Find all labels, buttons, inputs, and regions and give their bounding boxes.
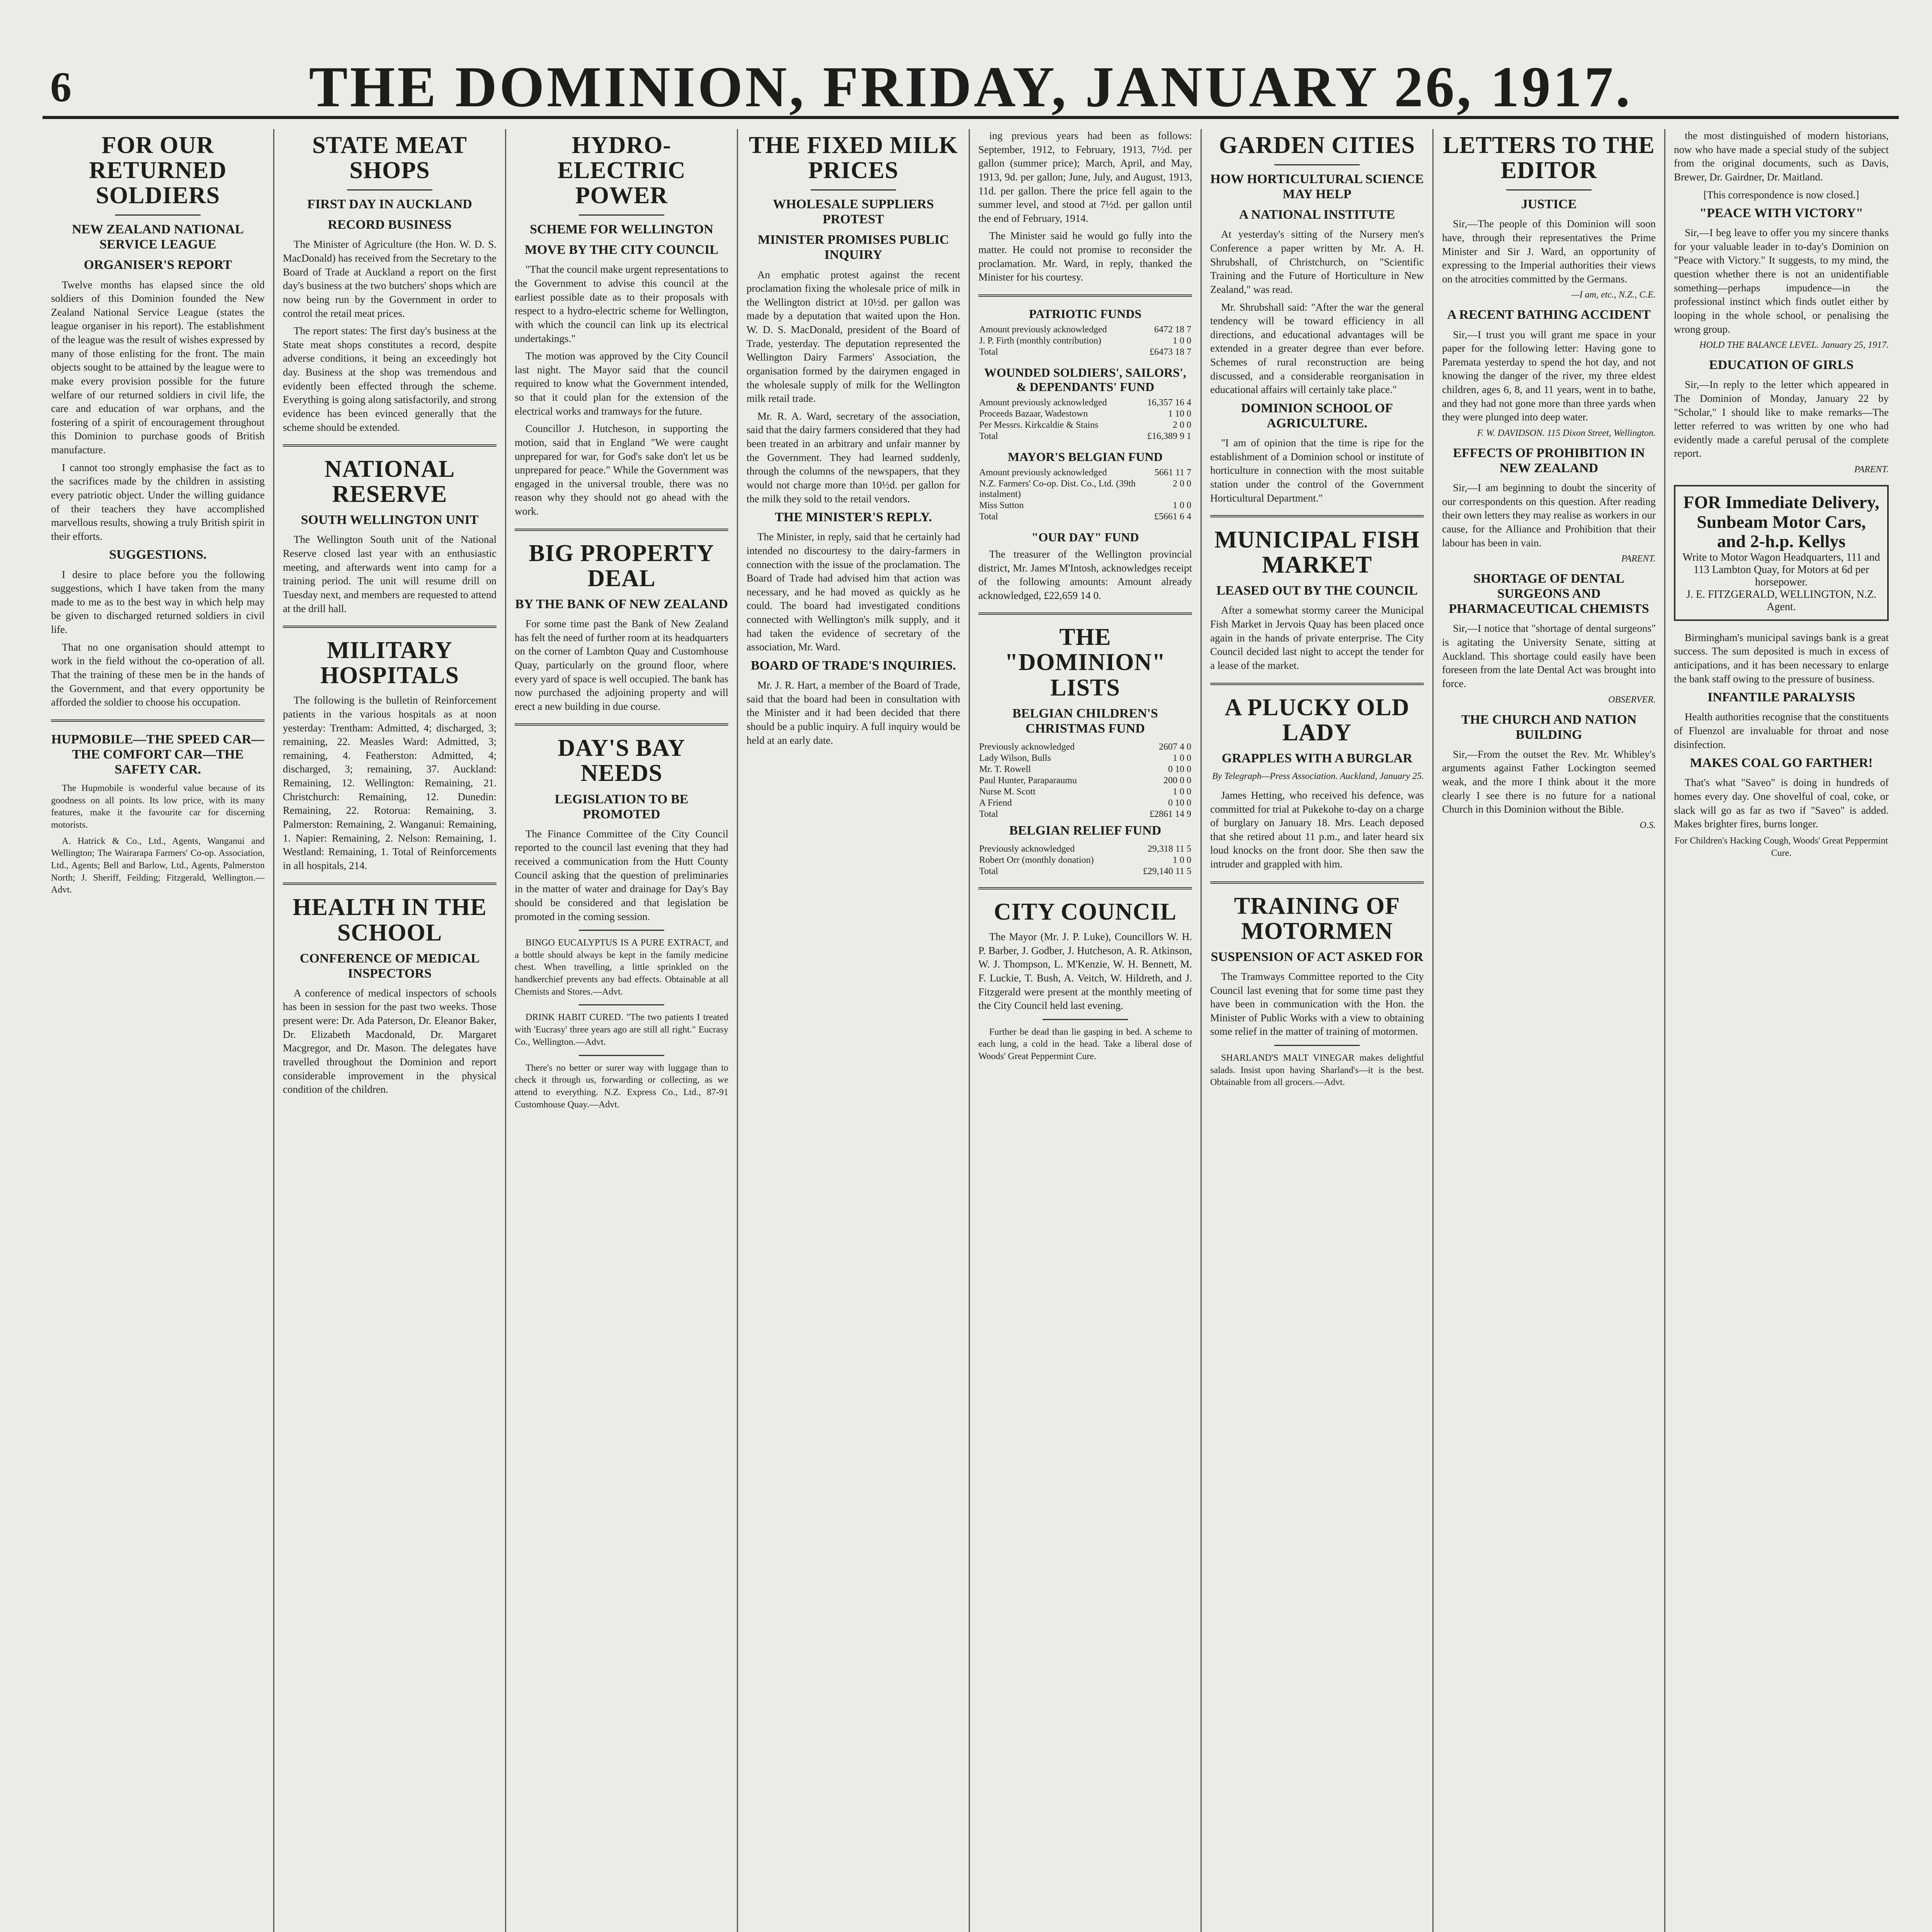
column-2	[274, 129, 506, 1932]
article-subhead: SCHEME FOR WELLINGTON	[530, 222, 713, 237]
fund-row-amount: 2607 4 0	[1159, 742, 1191, 752]
page-number: 6	[50, 63, 71, 111]
paragraph: "That the council make urgent representations to the Government to advise this council at the earliest possible date as to their proposals with respect to a hydro-electric scheme for Wellington, with which the council can link up its electrical undertakings."	[515, 264, 728, 344]
fund-row	[978, 511, 1192, 522]
letter-signature: O.S.	[1639, 820, 1656, 830]
divider	[515, 529, 728, 531]
section-subhead: DOMINION SCHOOL OF AGRICULTURE.	[1241, 401, 1393, 430]
paragraph: The following is the bulletin of Reinforcement patients in the various hospitals as at noon yesterday: Trentham: Admitted, 4; discharged, 3; remaining, 22. Measles Ward: Admitted, 3; remaining, 4. Featherston: Admitted, 4; discharged, 3; remaining, 37. Auckland: Remaining, 12. Wellington: Remaining, 21. Christchurch: Remaining, 12. Dunedin: Remaining, 22. Rotorua: Remaining, 3. Palmerston: Remaining, 2. Wanganui: Remaining, 1. Napier: Remaining, 2. Nelson: Remaining, 1. Westland: Remaining, 1. Total of Reinforcements in all hospitals, 214.	[283, 694, 497, 871]
fund-row-amount: £5661 6 4	[1154, 511, 1191, 522]
column-3	[506, 129, 738, 1932]
divider	[1506, 189, 1592, 190]
article-subhead: RECORD BUSINESS	[328, 218, 452, 232]
paragraph: Birmingham's municipal savings bank is a great success. The sum deposited is much in excess of anticipations, and it has been necessary to enlarge the bank staff owing to the pressure of business.	[1674, 631, 1889, 685]
section-subhead: BOARD OF TRADE'S INQUIRIES.	[751, 658, 956, 673]
fund-row-label: Total	[979, 809, 998, 819]
divider	[1274, 164, 1360, 165]
divider	[283, 626, 497, 628]
article-subhead: NEW ZEALAND NATIONAL SERVICE LEAGUE	[72, 222, 244, 252]
fund-table	[978, 467, 1192, 522]
paragraph: The Minister, in reply, said that he certainly had intended no discourtesy to the dairy-farmers in connection with the issue of the proclamation. The Board of Trade had advised him that action was necessary, and he had moved as quickly as he could. The board had investigated conditions connected with Wellington's milk supply, and it had taken the evidence of secretary of the association, Mr. Ward.	[747, 531, 960, 653]
editor-note: [This correspondence is now closed.]	[1703, 189, 1859, 201]
fund-row	[978, 786, 1192, 798]
article-subhead: LEGISLATION TO BE PROMOTED	[554, 792, 689, 821]
fund-row-label: Miss Sutton	[979, 500, 1024, 510]
paragraph: Sir,—The people of this Dominion will soon have, through their representatives the Prime Minister and Sir J. Ward, an opportunity of expressing to the Imperial authorities their views on the atrocities committed by the Germans.	[1442, 218, 1656, 285]
letter-signature: HOLD THE BALANCE LEVEL. January 25, 1917.	[1699, 340, 1889, 350]
article-headline: MILITARY HOSPITALS	[320, 637, 459, 689]
article-headline: HYDRO-ELECTRIC POWER	[557, 132, 686, 209]
letter-signature: OBSERVER.	[1608, 694, 1656, 705]
paragraph: Sir,—I beg leave to offer you my sincere thanks for your valuable leader in to-day's Dominion on "Peace with Victory." It suggests, to my mind, the question whether there is not an unidentifiable something—perhaps impudence—in the professional instinct which finds outlet either by looping in the whole school, or penalising the wrong group.	[1674, 227, 1889, 335]
paragraph: The Minister said he would go fully into the matter. He could not promise to reconsider the proclamation. Mr. Ward, in reply, thanked the Minister for his courtesy.	[978, 230, 1192, 283]
section-subhead: MAKES COAL GO FARTHER!	[1690, 756, 1873, 770]
advert-text: BINGO EUCALYPTUS IS A PURE EXTRACT, and a bottle should always be kept in the family medicine chest. When travelling, a little sprinkled on the handkerchief prevents any bad effects. Obtainable at all Chemists and Stores.—Advt.	[515, 938, 728, 997]
fund-row	[978, 500, 1192, 511]
fund-row-label: Nurse M. Scott	[979, 786, 1036, 797]
fund-row-amount: 2 0 0	[1173, 420, 1191, 430]
article-subhead: GRAPPLES WITH A BURGLAR	[1221, 751, 1413, 765]
letter-subhead: JUSTICE	[1521, 197, 1577, 212]
divider	[515, 723, 728, 726]
advert-heading: FOR Immediate Delivery, Sunbeam Motor Cars, and 2-h.p. Kellys	[1683, 492, 1879, 551]
column-8	[1665, 129, 1897, 1932]
fund-subhead: BELGIAN CHILDREN'S CHRISTMAS FUND	[1012, 706, 1158, 736]
letter-subhead: "PEACE WITH VICTORY"	[1699, 206, 1863, 221]
article-subhead: A NATIONAL INSTITUTE	[1239, 207, 1395, 222]
fund-row	[978, 866, 1192, 877]
column-5	[970, 129, 1202, 1932]
paragraph: Twelve months has elapsed since the old soldiers of this Dominion founded the New Zealand National Service League (states the league organiser in his report). The establishment of the league was the result of wishes expressed by many of those enlisting for the front. The main objects sought to be attained by the league were to make every provision possible for the future welfare of our returned soldiers in civil life, the care and education of war orphans, and the fostering of a spirit of encouragement throughout this Dominion to purchase goods of British manufacture.	[51, 279, 265, 456]
fund-row-amount: 29,318 11 5	[1147, 844, 1191, 854]
fund-row	[978, 809, 1192, 820]
paragraph: James Hetting, who received his defence, was committed for trial at Pukekohe to-day on a charge of burglary on January 18. Mrs. Leach deposed that she retired about 11 p.m., and later heard six loud knocks on the front door. She then saw the intruder and grappled with him.	[1210, 789, 1424, 870]
article-headline: BIG PROPERTY DEAL	[529, 540, 714, 592]
divider	[1210, 881, 1424, 884]
paragraph: I desire to place before you the following suggestions, which I have taken from the many made to me as to the best way in which help may be given to discharged returned soldiers in civil life.	[51, 568, 265, 636]
fund-row	[978, 753, 1192, 764]
article-headline: HEALTH IN THE SCHOOL	[293, 894, 487, 946]
paragraph: The Mayor (Mr. J. P. Luke), Councillors W. H. P. Barber, J. Godber, J. Hutcheson, A. R. Atkinson, W. J. Thompson, L. M'Kenzie, W. H. Bennett, M. F. Luckie, T. Bush, A. Veitch, W. Hildreth, and J. Fitzgerald were present at the monthly meeting of the City Council held last evening.	[978, 931, 1192, 1012]
divider	[1043, 1019, 1128, 1020]
advert-text: SHARLAND'S MALT VINEGAR makes delightful salads. Insist upon having Sharland's—it is the best. Obtainable from all grocers.—Advt.	[1210, 1053, 1424, 1088]
article-subhead: ORGANISER'S REPORT	[83, 258, 232, 272]
paragraph: Councillor J. Hutcheson, in supporting the motion, said that in England "We were caught unprepared for war, for God's sake don't let us be unprepared for peace." While the Government was engaged in the universal trouble, there was no reason why they should not go ahead with the work.	[515, 423, 728, 517]
paragraph: The Finance Committee of the City Council reported to the council last evening that they had received a communication from the Hutt County Council asking that the question of preliminaries in the matter of water and drainage for Day's Bay should be considered and that legislation be promoted in the coming session.	[515, 828, 728, 922]
divider	[115, 214, 201, 216]
fund-row-label: N.Z. Farmers' Co-op. Dist. Co., Ltd. (39th instalment)	[979, 478, 1136, 499]
paragraph: For some time past the Bank of New Zealand has felt the need of further room at its headquarters on the corner of Lambton Quay and Customhouse Quay, particularly on the ground floor, where every yard of space is well occupied. The bank has now purchased the adjoining property and will erect a new building in due course.	[515, 618, 728, 712]
fund-row-amount: 1 0 0	[1173, 753, 1191, 763]
dateline: By Telegraph—Press Association. Auckland, January 25.	[1212, 771, 1424, 781]
paragraph: A conference of medical inspectors of schools has been in session for the past two weeks. Those present were: Dr. Ada Paterson, Dr. Eleanor Baker, Dr. Elizabeth Macdonald, Dr. Margaret Macgregor, and Dr. Mason. The delegates have travelled throughout the Dominion and report considerable improvement in the physical condition of the children.	[283, 987, 497, 1095]
fund-row-label: A Friend	[979, 798, 1012, 808]
fund-row-amount: £16,389 9 1	[1147, 431, 1191, 441]
article-subhead: LEASED OUT BY THE COUNCIL	[1216, 583, 1418, 598]
masthead-title: THE DOMINION, FRIDAY, JANUARY 26, 1917.	[309, 55, 1633, 119]
paragraph: Mr. R. A. Ward, secretary of the association, said that the dairy farmers considered that they had been treated in an arbitrary and unfair manner by the Government. They had learned suddenly, through the columns of the newspapers, that they would not charge more than 10½d. per gallon for the milk they sold to the retail vendors.	[747, 410, 960, 505]
paragraph: I cannot too strongly emphasise the fact as to the sacrifices made by the children in assisting every patriotic object. Under the willing guidance of their teachers they have accomplished marvellous results, showing a truly British spirit in their efforts.	[51, 461, 265, 542]
fund-row-label: Amount previously acknowledged	[979, 467, 1107, 478]
paragraph: The motion was approved by the City Council last night. The Mayor said that the council required to know what the Government intended, so that it could plan for the extension of the electrical works and tramways for the future.	[515, 350, 728, 417]
fund-table	[978, 397, 1192, 442]
article-headline: GARDEN CITIES	[1219, 132, 1415, 158]
article-subhead: SOUTH WELLINGTON UNIT	[301, 513, 479, 527]
fund-table	[978, 742, 1192, 820]
article-subhead: MINISTER PROMISES PUBLIC INQUIRY	[758, 233, 949, 262]
article-headline: THE "DOMINION" LISTS	[1005, 624, 1166, 701]
fund-row-amount: 16,357 16 4	[1147, 397, 1191, 408]
advert-signature: J. E. FITZGERALD, WELLINGTON, N.Z. Agent.	[1686, 588, 1876, 613]
divider	[579, 930, 664, 931]
advert-text: DRINK HABIT CURED. "The two patients I treated with 'Eucrasy' three years ago are still all right." Eucrasy Co., Wellington.—Advt.	[515, 1012, 728, 1047]
article-headline: DAY'S BAY NEEDS	[558, 735, 685, 787]
paragraph: Sir,—I trust you will grant me space in your paper for the following letter: Having gone to Paremata yesterday to spend the hot day, and not knowing the danger of the river, my three eldest children, ages 6, 8, and 11 years, went in to bathe, and they had not gone more than three yards when they were plunged into deep water.	[1442, 328, 1656, 423]
article-headline: CITY COUNCIL	[993, 898, 1177, 925]
fund-row-amount: 1 0 0	[1173, 855, 1191, 865]
letter-subhead: A RECENT BATHING ACCIDENT	[1447, 308, 1651, 322]
advert-text: A. Hatrick & Co., Ltd., Agents, Wanganui and Wellington; The Wairarapa Farmers' Co-op. Association, Ltd., Agents; Bell and Barlow, Ltd., Agents, Palmerston North; J. Sheriff, Feilding; Fitzgerald, Wellington.—Advt.	[51, 836, 265, 895]
paragraph: The report states: The first day's business at the State meat shops constitutes a record, despite adverse conditions, it being an exceedingly hot day. Business at the shop was tremendous and evidently been effected through the scheme. Everything is going along satisfactorily, and strong evidence has been evinced generally that the scheme should be extended.	[283, 325, 497, 433]
paragraph: An emphatic protest against the recent proclamation fixing the wholesale price of milk in the Wellington district at 10½d. per gallon was made by a deputation that waited upon the Hon. W. D. S. MacDonald, president of the Board of Trade, yesterday. The deputation represented the Wellington Dairy Farmers' Association, the organisation formed by the dairymen engaged in the wholesale supply of milk for the Wellington milk retail trade.	[747, 269, 960, 405]
paragraph: Sir,—I am beginning to doubt the sincerity of our correspondents on this question. After reading their own letters they may realise as workers in our cause, for the Alliance and Prohibition that their labour has been in vain.	[1442, 482, 1656, 549]
paragraph: That's what "Saveo" is doing in hundreds of homes every day. One shovelful of coal, coke, or slack will go as far as two if "Saveo" is added. Makes brighter fires, burns longer.	[1674, 777, 1889, 830]
fund-row-amount: 6472 18 7	[1154, 324, 1191, 335]
advert-text: Further be dead than lie gasping in bed. A scheme to each lung, a cold in the head. Take a liberal dose of Woods' Great Peppermint Cure.	[978, 1027, 1192, 1062]
divider	[978, 887, 1192, 889]
article-headline: STATE MEAT SHOPS	[312, 132, 467, 184]
paragraph: The Minister of Agriculture (the Hon. W. D. S. MacDonald) has received from the Secretary to the Board of Trade at Auckland a report on the first day's business at the two butchers' shops which are now being run by the Government in order to control the retail meat prices.	[283, 238, 497, 319]
paragraph: Mr. Shrubshall said: "After the war the general tendency will be toward efficiency in all directions, and educational advantages will be extended in a greater degree than ever before. Schemes of rural reconstruction are being discussed, and a considerable reorganisation in educational affairs will certainly take place."	[1210, 301, 1424, 396]
article-subhead: FIRST DAY IN AUCKLAND	[307, 197, 472, 212]
fund-row-amount: 200 0 0	[1163, 775, 1191, 786]
divider	[579, 1055, 664, 1056]
fund-table	[978, 844, 1192, 877]
fund-table	[978, 324, 1192, 358]
paragraph: Mr. J. R. Hart, a member of the Board of Trade, said that the board had been in consultation with the Minister and it had been decided that there should be a public inquiry. A full inquiry would be held at an early date.	[747, 679, 960, 746]
fund-row-amount: 0 10 0	[1168, 798, 1191, 808]
paragraph: the most distinguished of modern historians, now who have made a special study of the subject from the original documents, such as Davis, Brewer, Dr. Gairdner, Dr. Maitland.	[1674, 130, 1889, 183]
paragraph: After a somewhat stormy career the Municipal Fish Market in Jervois Quay has been placed once again in the hands of private enterprise. The City Council decided last night to accept the tender for a lease of the market.	[1210, 604, 1424, 671]
article-subhead: WHOLESALE SUPPLIERS PROTEST	[773, 197, 934, 227]
divider	[1210, 515, 1424, 517]
advert-text: For Children's Hacking Cough, Woods' Great Peppermint Cure.	[1674, 835, 1888, 858]
fund-row-amount: 0 10 0	[1168, 764, 1191, 774]
paragraph: Health authorities recognise that the constituents of Fluenzol are invaluable for throat and nose disinfection.	[1674, 711, 1889, 750]
article-headline: NATIONAL RESERVE	[324, 456, 455, 508]
fund-row	[978, 408, 1192, 420]
paragraph: The Wellington South unit of the National Reserve closed last year with an enthusiastic meeting, and afterwards went into camp for a training period. The unit will resume drill on Tuesday next, and members are requested to attend at the drill hall.	[283, 534, 497, 614]
divider	[978, 294, 1192, 297]
letter-subhead: EFFECTS OF PROHIBITION IN NEW ZEALAND	[1453, 446, 1645, 475]
fund-row-label: Total	[979, 347, 998, 357]
paragraph: The Tramways Committee reported to the City Council last evening that for some time past they have been in communication with the Hon. the Minister of Public Works with a view to obtaining some relief in the matter of training of motormen.	[1210, 970, 1424, 1037]
paragraph: "I am of opinion that the time is ripe for the establishment of a Dominion school or institute of horticulture in connection with the most suitable station under the control of the Government Horticultural Department."	[1210, 437, 1424, 504]
fund-row-label: Per Messrs. Kirkcaldie & Stains	[979, 420, 1099, 430]
fund-row	[978, 324, 1192, 335]
letter-signature: F. W. DAVIDSON. 115 Dixon Street, Wellington.	[1477, 428, 1656, 438]
fund-row-label: Lady Wilson, Bulls	[979, 753, 1051, 763]
letter-signature: PARENT.	[1621, 554, 1656, 564]
column-7	[1434, 129, 1665, 1932]
article-subhead: MOVE BY THE CITY COUNCIL	[524, 243, 719, 257]
divider	[811, 189, 896, 190]
divider	[1210, 683, 1424, 685]
fund-row-label: Amount previously acknowledged	[979, 324, 1107, 335]
fund-row	[978, 742, 1192, 753]
column-1	[43, 129, 274, 1932]
fund-row	[978, 335, 1192, 347]
article-headline: A PLUCKY OLD LADY	[1225, 694, 1410, 746]
fund-row-label: Paul Hunter, Paraparaumu	[979, 775, 1077, 786]
fund-row-label: Amount previously acknowledged	[979, 397, 1107, 408]
fund-row	[978, 764, 1192, 775]
fund-row	[978, 467, 1192, 478]
divider	[579, 1004, 664, 1005]
fund-row	[978, 844, 1192, 855]
fund-title: WOUNDED SOLDIERS', SAILORS', & DEPENDANTS' FUND	[984, 365, 1186, 394]
divider	[51, 719, 265, 722]
section-subhead: THE MINISTER'S REPLY.	[775, 510, 932, 525]
fund-title: PATRIOTIC FUNDS	[1029, 306, 1142, 321]
fund-row-amount: £2861 14 9	[1150, 809, 1191, 819]
advert-heading: HUPMOBILE—THE SPEED CAR—THE COMFORT CAR—THE SAFETY CAR.	[51, 732, 265, 777]
letter-signature: —I am, etc., N.Z., C.E.	[1571, 290, 1656, 300]
fund-row-amount: 1 0 0	[1173, 500, 1191, 510]
paragraph: Sir,—I notice that "shortage of dental surgeons" is agitating the University Senate, sitting at Auckland. This shortage could easily have been foreseen from the late Dental Act was brought into force.	[1442, 622, 1656, 689]
divider	[283, 444, 497, 447]
fund-row-amount: 1 0 0	[1173, 786, 1191, 797]
fund-row-label: Mr. T. Rowell	[979, 764, 1031, 774]
fund-row-amount: 1 0 0	[1173, 335, 1191, 346]
article-headline: MUNICIPAL FISH MARKET	[1214, 527, 1420, 578]
letter-subhead: SHORTAGE OF DENTAL SURGEONS AND PHARMACEUTICAL CHEMISTS	[1449, 571, 1649, 616]
section-subhead: SUGGESTIONS.	[109, 548, 207, 562]
fund-row	[978, 798, 1192, 809]
article-subhead: BY THE BANK OF NEW ZEALAND	[515, 597, 728, 611]
paragraph: The treasurer of the Wellington provincial district, Mr. James M'Intosh, acknowledges receipt of the following amounts: Amount already acknowledged, £22,659 14 0.	[978, 548, 1192, 601]
fund-title: MAYOR'S BELGIAN FUND	[1008, 449, 1163, 464]
fund-row	[978, 775, 1192, 786]
advert-text: There's no better or surer way with luggage than to check it through us, forwarding or collecting, as we attend to everything. N.Z. Express Co., Ltd., 87-91 Customhouse Quay.—Advt.	[515, 1063, 728, 1110]
columns	[43, 129, 1899, 1932]
divider	[347, 189, 432, 190]
article-headline: FOR OUR RETURNED SOLDIERS	[89, 132, 227, 209]
divider	[579, 214, 664, 216]
advert-text: Write to Motor Wagon Headquarters, 111 and 113 Lambton Quay, for Motors at 6d per horsepower.	[1682, 551, 1880, 588]
fund-row-label: Total	[979, 866, 998, 876]
fund-row	[978, 431, 1192, 442]
fund-row	[978, 478, 1192, 500]
fund-row-label: Total	[979, 431, 998, 441]
paragraph: At yesterday's sitting of the Nursery men's Conference a paper written by Mr. A. H. Shrubshall, of Christchurch, on "Scientific Training and the Future of Horticulture in New Zealand," was read.	[1210, 228, 1424, 295]
fund-row-amount: 2 0 0	[1173, 478, 1191, 489]
article-subhead: HOW HORTICULTURAL SCIENCE MAY HELP	[1210, 172, 1424, 202]
paragraph: Sir,—From the outset the Rev. Mr. Whibley's arguments against Father Lockington seemed weak, and the more I think about it the more clearly I see there is no future for a national Church in this Dominion without the Bible.	[1442, 748, 1656, 815]
fund-row-label: Total	[979, 511, 998, 522]
letter-signature: PARENT.	[1854, 464, 1889, 475]
article-headline: TRAINING OF MOTORMEN	[1234, 893, 1400, 944]
fund-row	[978, 347, 1192, 358]
masthead	[43, 55, 1899, 119]
fund-row-amount: £29,140 11 5	[1143, 866, 1191, 876]
fund-title: "OUR DAY" FUND	[1031, 530, 1139, 544]
column-4	[738, 129, 970, 1932]
fund-row-label: Previously acknowledged	[979, 742, 1075, 752]
letter-subhead: EDUCATION OF GIRLS	[1709, 358, 1854, 372]
article-subhead: CONFERENCE OF MEDICAL INSPECTORS	[299, 951, 480, 981]
fund-row	[978, 420, 1192, 431]
letter-subhead: THE CHURCH AND NATION BUILDING	[1461, 712, 1637, 742]
fund-row-label: Robert Orr (monthly donation)	[979, 855, 1094, 865]
fund-row-amount: £6473 18 7	[1150, 347, 1191, 357]
paragraph: Sir,—In reply to the letter which appeared in The Dominion of Monday, January 22 by "Scholar," I should like to make remarks—The letter referred to was written by one who had evidently made a careful perusal of the complete report.	[1674, 379, 1889, 459]
fund-row-amount: 5661 11 7	[1154, 467, 1191, 478]
paragraph: That no one organisation should attempt to work in the field without the co-operation of all. That the training of these men be in the hands of the Government, and that every opportunity be afforded the soldier to choose his occupation.	[51, 641, 265, 708]
fund-row	[978, 855, 1192, 866]
fund-row	[978, 397, 1192, 408]
fund-row-label: Previously acknowledged	[979, 844, 1075, 854]
paragraph: ing previous years had been as follows: September, 1912, to February, 1913, 7½d. per gallon (summer price); March, April, and May, 1913, 9d. per gallon; June, July, and August, 1913, 11d. per gallon. There the price fell again to the summer level, and stood at 7½d. per gallon until the end of February, 1914.	[978, 130, 1192, 224]
fund-subhead: BELGIAN RELIEF FUND	[1009, 823, 1162, 838]
fund-row-label: Proceeds Bazaar, Wadestown	[979, 408, 1088, 419]
fund-row-label: J. P. Firth (monthly contribution)	[979, 335, 1102, 346]
article-headline: THE FIXED MILK PRICES	[748, 132, 958, 184]
motor-advert	[1674, 485, 1889, 621]
article-headline: LETTERS TO THE EDITOR	[1443, 132, 1655, 184]
fund-row-amount: 1 10 0	[1168, 408, 1191, 419]
article-subhead: SUSPENSION OF ACT ASKED FOR	[1211, 949, 1423, 964]
advert-text: The Hupmobile is wonderful value because of its goodness on all points. Its low price, with its many features, make it the favourite car for discerning motorists.	[51, 783, 265, 830]
column-6	[1202, 129, 1434, 1932]
section-subhead: INFANTILE PARALYSIS	[1708, 690, 1855, 705]
divider	[283, 883, 497, 885]
divider	[978, 612, 1192, 615]
divider	[1274, 1045, 1360, 1046]
